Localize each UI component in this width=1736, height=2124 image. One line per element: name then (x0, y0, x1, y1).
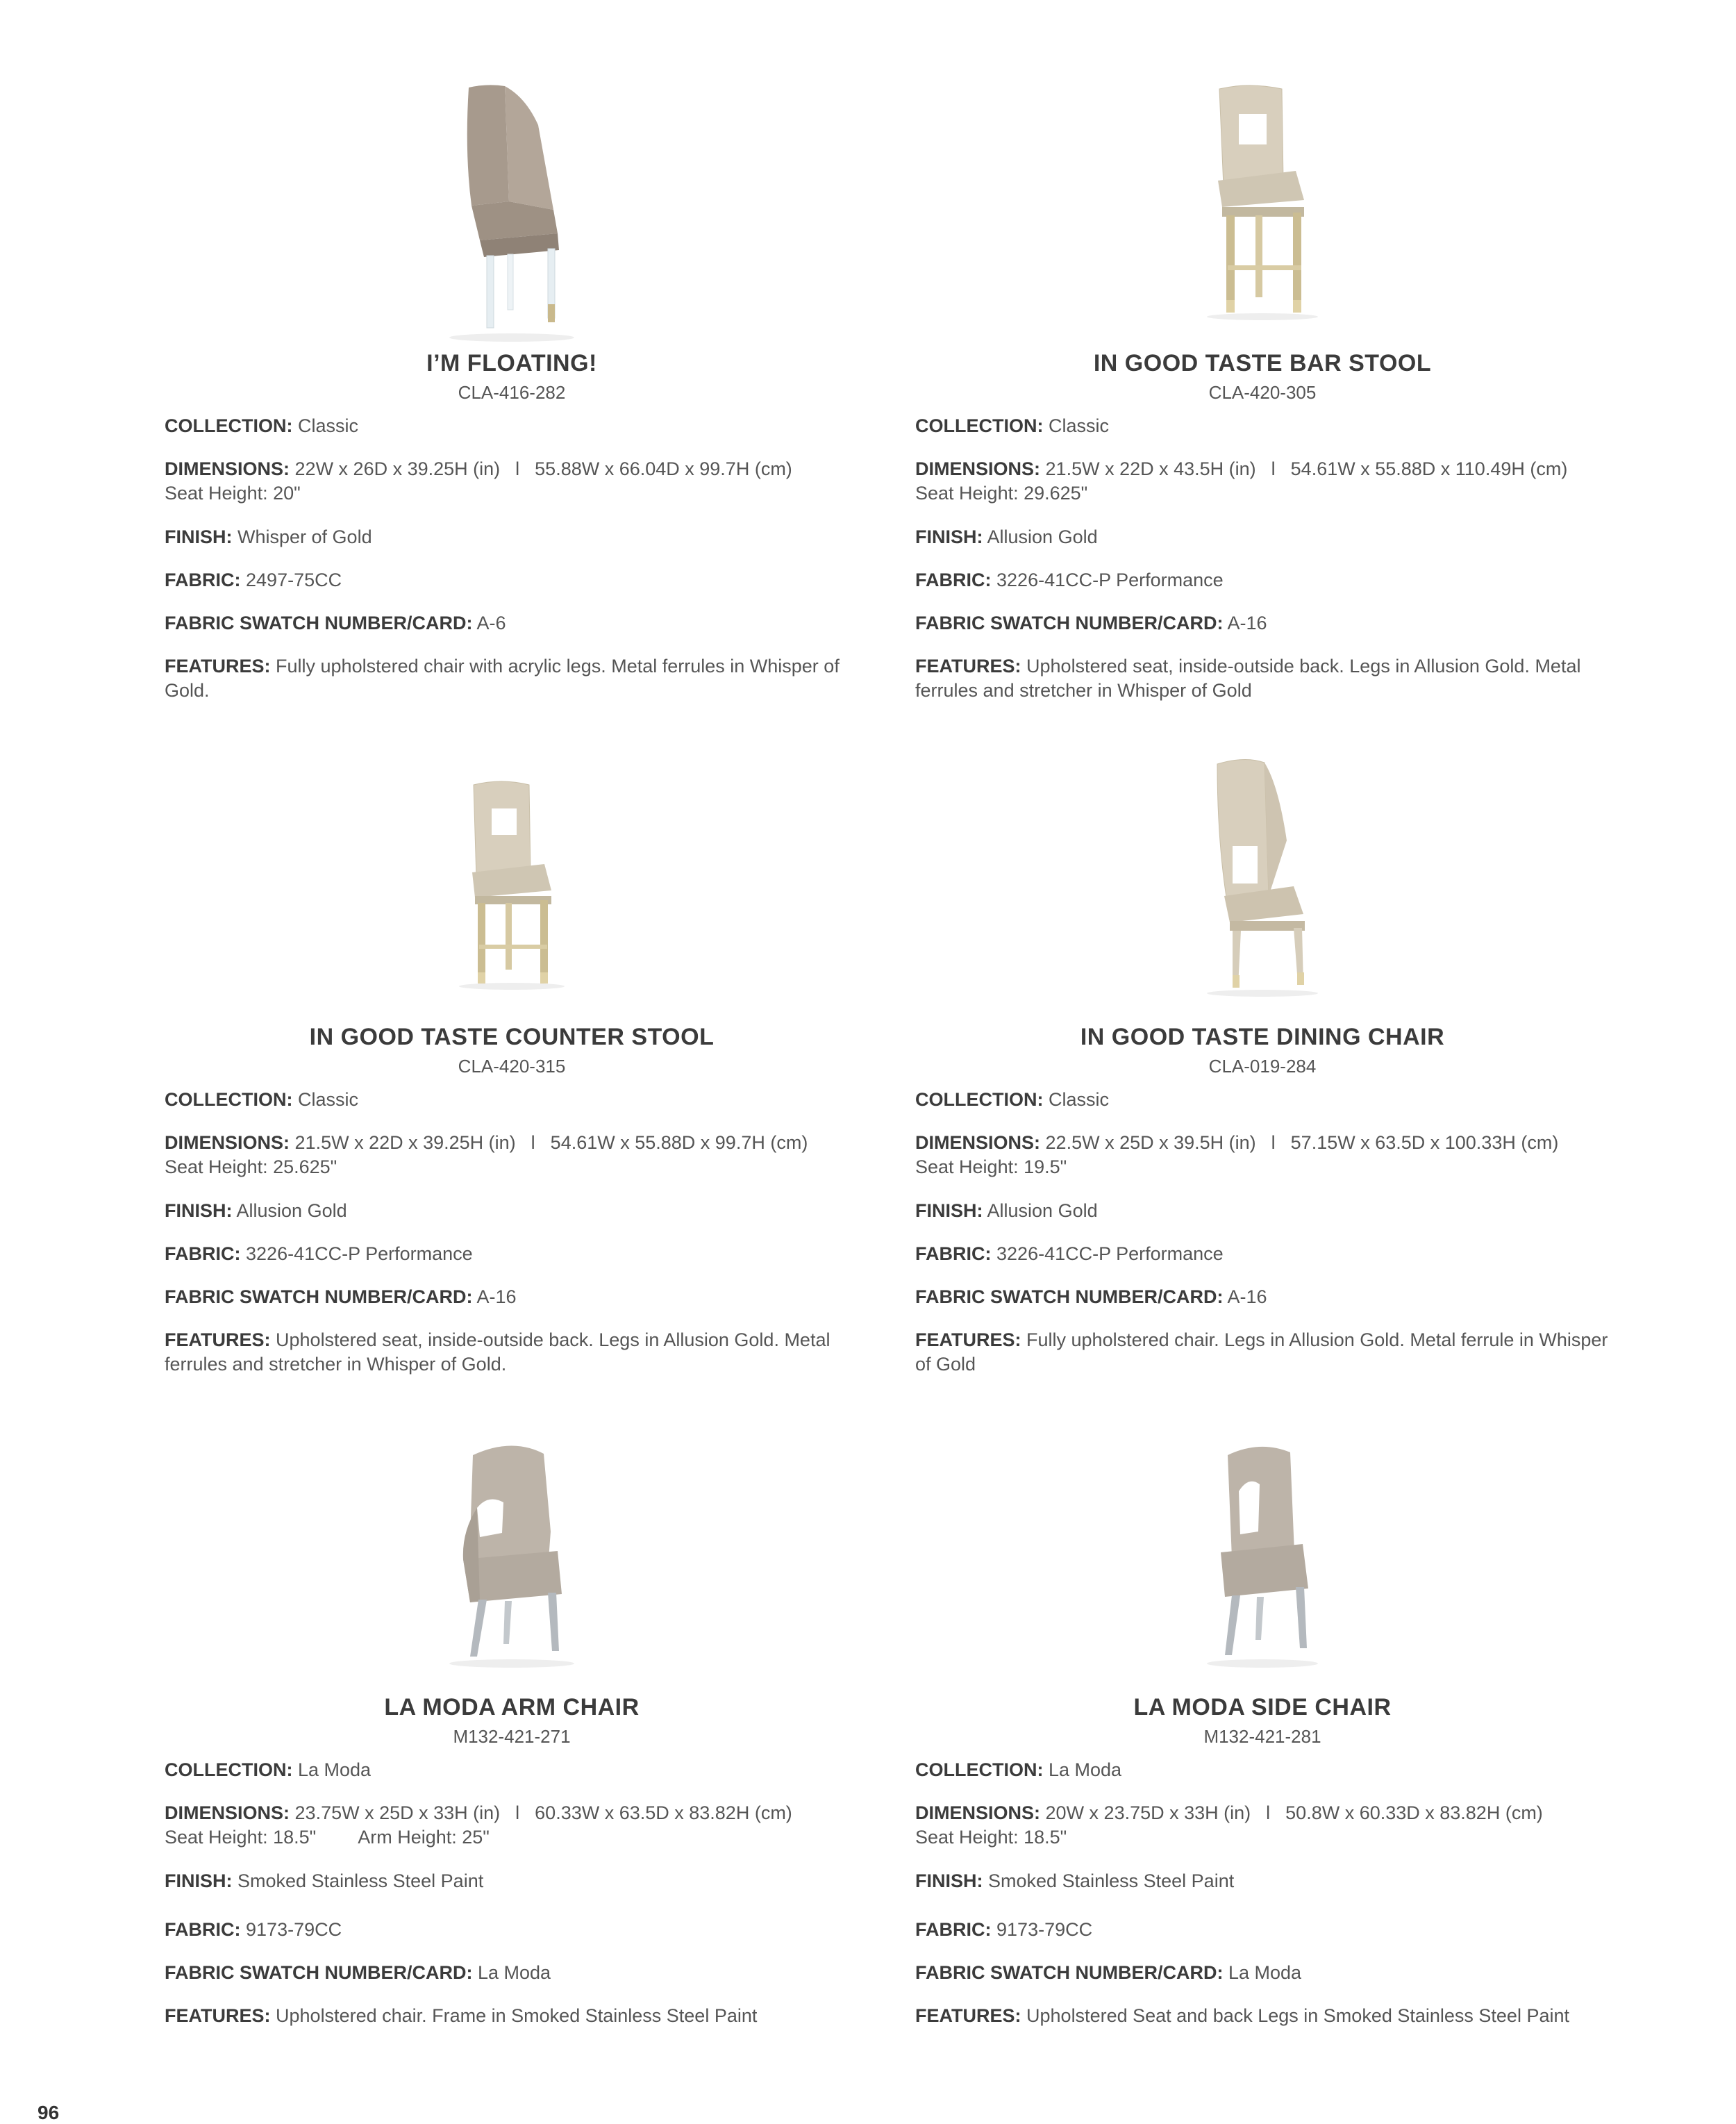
collection-value: La Moda (298, 1759, 372, 1780)
collection-value: La Moda (1049, 1759, 1122, 1780)
seat-height: Seat Height: 18.5" (165, 1827, 317, 1848)
arm-height: Arm Height: 25" (358, 1827, 490, 1848)
dimensions-cm: 54.61W x 55.88D x 110.49H (cm) (1290, 458, 1568, 479)
features-label: FEATURES: (915, 656, 1021, 677)
swatch-line (165, 1961, 859, 1985)
collection-label: COLLECTION: (165, 1089, 293, 1110)
product-sku: M132-421-271 (453, 1726, 571, 1747)
collection-label: COLLECTION: (165, 1759, 293, 1780)
swatch-value: A-6 (476, 613, 506, 633)
dimensions-label: DIMENSIONS: (165, 1132, 290, 1153)
dimensions-label: DIMENSIONS: (165, 458, 290, 479)
separator: l (1271, 1132, 1276, 1153)
finish-value: Allusion Gold (236, 1200, 347, 1221)
swatch-value: A-16 (476, 1286, 517, 1307)
features-label: FEATURES: (165, 656, 271, 677)
product-title: I’M FLOATING! (426, 350, 597, 376)
dimensions-line (165, 457, 859, 506)
features-value: Upholstered Seat and back Legs in Smoked Stainless Steel Paint (1026, 2005, 1569, 2026)
fabric-line (165, 568, 859, 592)
finish-line (165, 1869, 859, 1893)
chair-photo-la-moda-arm-chair (165, 1427, 859, 1691)
finish-line (165, 525, 859, 549)
dimensions-in: 20W x 23.75D x 33H (in) (1045, 1802, 1251, 1823)
separator: l (1266, 1802, 1271, 1823)
fabric-label: FABRIC: (165, 1919, 241, 1940)
swatch-label: FABRIC SWATCH NUMBER/CARD: (165, 1962, 473, 1983)
fabric-value: 3226-41CC-P Performance (996, 1243, 1224, 1264)
swatch-label: FABRIC SWATCH NUMBER/CARD: (915, 613, 1224, 633)
fabric-line (165, 1242, 859, 1266)
features-line (915, 1328, 1610, 1377)
collection-label: COLLECTION: (915, 415, 1044, 436)
dimensions-in: 22W x 26D x 39.25H (in) (294, 458, 501, 479)
features-value: Upholstered seat, inside-outside back. Legs in Allusion Gold. Metal ferrules and stretcher in Whisper of Gold (915, 656, 1581, 701)
collection-value: Classic (1049, 1089, 1110, 1110)
fabric-line (915, 1918, 1610, 1942)
seat-height: Seat Height: 25.625" (165, 1156, 337, 1177)
finish-value: Smoked Stainless Steel Paint (988, 1870, 1235, 1891)
dimensions-line (915, 457, 1610, 506)
fabric-value: 2497-75CC (246, 570, 342, 590)
features-line (165, 654, 859, 703)
seat-height: Seat Height: 29.625" (915, 483, 1088, 504)
dimensions-in: 21.5W x 22D x 39.25H (in) (294, 1132, 516, 1153)
collection-label: COLLECTION: (915, 1089, 1044, 1110)
swatch-line (915, 1961, 1610, 1985)
swatch-line (915, 611, 1610, 636)
product-sku: CLA-416-282 (458, 382, 566, 403)
swatch-label: FABRIC SWATCH NUMBER/CARD: (165, 1286, 473, 1307)
collection-value: Classic (1049, 415, 1110, 436)
fabric-label: FABRIC: (915, 1919, 992, 1940)
product-sku: CLA-420-305 (1208, 382, 1317, 403)
swatch-value: La Moda (1228, 1962, 1302, 1983)
swatch-line (165, 1285, 859, 1309)
features-label: FEATURES: (915, 2005, 1021, 2026)
dimensions-label: DIMENSIONS: (915, 1132, 1041, 1153)
features-line (915, 2004, 1610, 2028)
dimensions-cm: 60.33W x 63.5D x 83.82H (cm) (535, 1802, 792, 1823)
fabric-value: 9173-79CC (996, 1919, 1093, 1940)
swatch-line (165, 611, 859, 636)
separator: l (1271, 458, 1276, 479)
dimensions-line (165, 1131, 859, 1179)
separator: l (515, 1802, 520, 1823)
dimensions-line (915, 1131, 1610, 1179)
chair-photo-bar-stool (915, 83, 1610, 347)
dimensions-in: 21.5W x 22D x 43.5H (in) (1045, 458, 1256, 479)
finish-line (915, 525, 1610, 549)
features-line (915, 654, 1610, 703)
dimensions-line (165, 1801, 859, 1850)
dimensions-line (915, 1801, 1610, 1850)
swatch-line (915, 1285, 1610, 1309)
product-title: LA MODA SIDE CHAIR (1133, 1694, 1392, 1720)
dimensions-cm: 54.61W x 55.88D x 99.7H (cm) (550, 1132, 808, 1153)
product-sku: CLA-420-315 (458, 1056, 566, 1077)
product-sku: CLA-019-284 (1208, 1056, 1317, 1077)
features-value: Fully upholstered chair. Legs in Allusion Gold. Metal ferrule in Whisper of Gold (915, 1329, 1608, 1375)
fabric-value: 3226-41CC-P Performance (996, 570, 1224, 590)
swatch-label: FABRIC SWATCH NUMBER/CARD: (165, 613, 473, 633)
finish-label: FINISH: (165, 526, 233, 547)
chair-photo-dining-chair (915, 757, 1610, 1021)
product-title: IN GOOD TASTE BAR STOOL (1093, 350, 1432, 376)
finish-label: FINISH: (915, 1870, 983, 1891)
finish-line (165, 1199, 859, 1223)
finish-label: FINISH: (165, 1200, 233, 1221)
dimensions-label: DIMENSIONS: (915, 458, 1041, 479)
collection-line (165, 1088, 859, 1112)
finish-value: Allusion Gold (987, 1200, 1098, 1221)
collection-line (915, 1758, 1610, 1782)
fabric-label: FABRIC: (915, 570, 992, 590)
fabric-label: FABRIC: (915, 1243, 992, 1264)
fabric-line (165, 1918, 859, 1942)
swatch-value: A-16 (1227, 613, 1267, 633)
collection-line (165, 414, 859, 438)
product-sku: M132-421-281 (1203, 1726, 1321, 1747)
fabric-line (915, 1242, 1610, 1266)
seat-height: Seat Height: 18.5" (915, 1827, 1067, 1848)
dimensions-in: 23.75W x 25D x 33H (in) (294, 1802, 501, 1823)
features-label: FEATURES: (915, 1329, 1021, 1350)
finish-value: Whisper of Gold (237, 526, 372, 547)
page-number: 96 (37, 2102, 60, 2123)
swatch-label: FABRIC SWATCH NUMBER/CARD: (915, 1286, 1224, 1307)
finish-value: Allusion Gold (987, 526, 1098, 547)
swatch-label: FABRIC SWATCH NUMBER/CARD: (915, 1962, 1224, 1983)
dimensions-label: DIMENSIONS: (165, 1802, 290, 1823)
finish-label: FINISH: (915, 526, 983, 547)
features-label: FEATURES: (165, 1329, 271, 1350)
chair-photo-im-floating (165, 83, 859, 347)
finish-value: Smoked Stainless Steel Paint (237, 1870, 484, 1891)
collection-label: COLLECTION: (165, 415, 293, 436)
features-value: Fully upholstered chair with acrylic legs. Metal ferrules in Whisper of Gold. (165, 656, 840, 701)
finish-line (915, 1199, 1610, 1223)
seat-height: Seat Height: 19.5" (915, 1156, 1067, 1177)
seat-height: Seat Height: 20" (165, 483, 301, 504)
finish-label: FINISH: (915, 1200, 983, 1221)
collection-label: COLLECTION: (915, 1759, 1044, 1780)
product-title: IN GOOD TASTE COUNTER STOOL (309, 1024, 715, 1050)
collection-line (165, 1758, 859, 1782)
features-label: FEATURES: (165, 2005, 271, 2026)
fabric-label: FABRIC: (165, 1243, 241, 1264)
collection-value: Classic (298, 415, 359, 436)
swatch-value: La Moda (478, 1962, 551, 1983)
collection-value: Classic (298, 1089, 359, 1110)
fabric-value: 3226-41CC-P Performance (246, 1243, 473, 1264)
separator: l (531, 1132, 535, 1153)
features-line (165, 2004, 859, 2028)
dimensions-in: 22.5W x 25D x 39.5H (in) (1045, 1132, 1256, 1153)
product-title: IN GOOD TASTE DINING CHAIR (1080, 1024, 1445, 1050)
chair-photo-counter-stool (165, 757, 859, 1021)
fabric-value: 9173-79CC (246, 1919, 342, 1940)
dimensions-label: DIMENSIONS: (915, 1802, 1041, 1823)
swatch-value: A-16 (1227, 1286, 1267, 1307)
features-value: Upholstered seat, inside-outside back. Legs in Allusion Gold. Metal ferrules and stretcher in Whisper of Gold. (165, 1329, 831, 1375)
chair-photo-la-moda-side-chair (915, 1427, 1610, 1691)
fabric-label: FABRIC: (165, 570, 241, 590)
dimensions-cm: 57.15W x 63.5D x 100.33H (cm) (1290, 1132, 1559, 1153)
collection-line (915, 414, 1610, 438)
finish-label: FINISH: (165, 1870, 233, 1891)
finish-line (915, 1869, 1610, 1893)
features-value: Upholstered chair. Frame in Smoked Stainless Steel Paint (276, 2005, 758, 2026)
dimensions-cm: 50.8W x 60.33D x 83.82H (cm) (1285, 1802, 1543, 1823)
separator: l (515, 458, 520, 479)
features-line (165, 1328, 859, 1377)
collection-line (915, 1088, 1610, 1112)
dimensions-cm: 55.88W x 66.04D x 99.7H (cm) (535, 458, 792, 479)
product-title: LA MODA ARM CHAIR (384, 1694, 640, 1720)
fabric-line (915, 568, 1610, 592)
